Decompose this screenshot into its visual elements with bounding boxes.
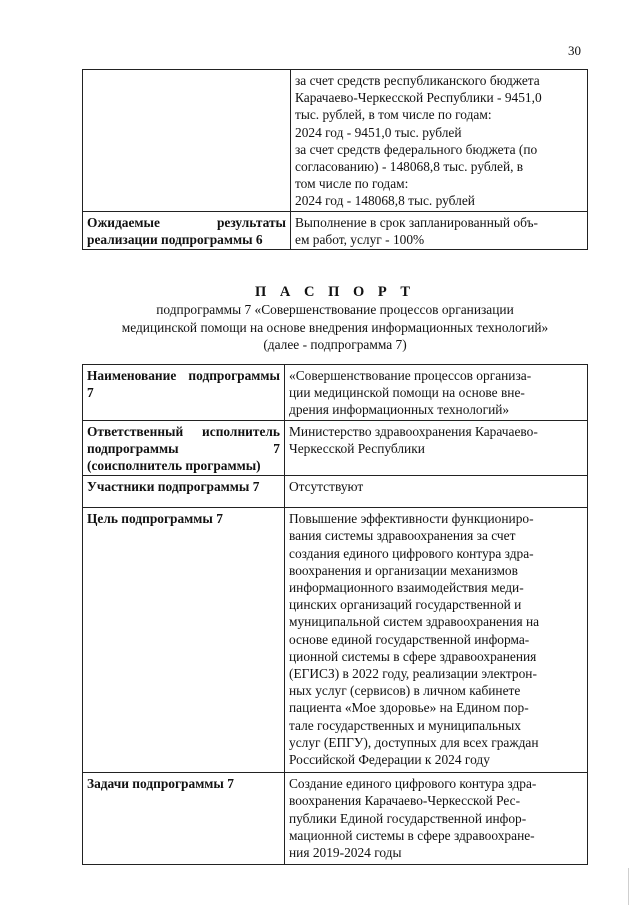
text-line: муниципальной систем здравоохранения на [289, 614, 540, 630]
text-line: ции медицинской помощи на основе вне- [289, 385, 525, 401]
passport-heading [80, 283, 590, 354]
participants-value [285, 476, 588, 508]
participants-label: Участники подпрограммы 7 [83, 476, 285, 508]
text-line: Министерство здравоохранения Карачаево- [289, 423, 538, 439]
text-line: 2024 год - 148068,8 тыс. рублей [295, 193, 475, 209]
table-row [83, 773, 588, 865]
text-line: «Совершенствование процессов организа- [289, 368, 532, 383]
text-line: основе единой государственной информа- [289, 631, 530, 647]
text-line: ных услуг (сервисов) в личном кабинете [289, 683, 521, 699]
tasks-label: Задачи подпрограммы 7 [83, 773, 285, 865]
goal-value [285, 508, 588, 773]
text-line: Отсутствуют [289, 479, 364, 495]
text-line: согласованию) - 148068,8 тыс. рублей, в [295, 159, 524, 175]
name-value [285, 365, 588, 421]
table-row [83, 420, 588, 476]
text-line: Повышение эффективности функциониро- [289, 511, 534, 527]
text-line: создания единого цифрового контура здра- [289, 545, 534, 561]
text-line: информационного взаимодействия меди- [289, 580, 524, 596]
funding-value [291, 70, 588, 212]
text-line: мационной системы в сфере здравоохране- [289, 827, 535, 843]
text-line: публики Единой государственной инфор- [289, 810, 527, 826]
text-line: том числе по годам: [295, 176, 409, 192]
text-line: Черкесской Республики [289, 440, 425, 456]
text-line: ем работ, услуг - 100% [295, 232, 425, 248]
text-line: цинских организаций государственной и [289, 597, 522, 613]
table-row [83, 212, 588, 250]
text-line: услуг (ЕПГУ), доступных для всех граждан [289, 734, 539, 750]
row-label [83, 70, 291, 212]
text-line: ния 2019-2024 годы [289, 845, 402, 861]
passport-subtitle-line: медицинской помощи на основе внедрения информационных технологий» [121, 319, 549, 335]
text-line: воохранения Карачаево-Черкесской Рес- [289, 793, 521, 809]
page-number: 30 [568, 43, 581, 58]
text-line: ционной системы в сфере здравоохранения [289, 648, 537, 664]
table-row [83, 508, 588, 773]
funding-continuation-table [82, 69, 588, 250]
name-label: Наименование подпрограммы 7 [83, 365, 285, 421]
text-line: тале государственных и муниципальных [289, 717, 521, 733]
passport-subtitle-line: (далее - подпрограмма 7) [263, 337, 407, 352]
table-row [83, 70, 588, 212]
text-line: Создание единого цифрового контура здра- [289, 776, 537, 792]
text-line: тыс. рублей, в том числе по годам: [295, 107, 492, 123]
scan-edge-mark [628, 868, 629, 905]
text-line: Выполнение в срок запланированный объ- [295, 215, 538, 230]
expected-results-value [291, 212, 588, 250]
text-line: за счет средств федерального бюджета (по [295, 141, 538, 157]
text-line: за счет средств республиканского бюджета [295, 73, 540, 88]
passport-subtitle-line: подпрограммы 7 «Совершенствование процессов организации [156, 302, 514, 317]
responsible-executor-label: Ответственный исполнитель подпрограммы 7 (соисполнитель программы) [83, 420, 285, 476]
text-line: пациента «Мое здоровье» на Едином пор- [289, 700, 529, 716]
text-line: 2024 год - 9451,0 тыс. рублей [295, 124, 462, 140]
tasks-value [285, 773, 588, 865]
table-row [83, 365, 588, 421]
text-line: вания системы здравоохранения за счет [289, 528, 516, 544]
table-row [83, 476, 588, 508]
text-line: (ЕГИСЗ) в 2022 году, реализации электрон- [289, 666, 537, 682]
passport-table [82, 364, 588, 865]
text-line: Российской Федерации к 2024 году [289, 752, 490, 768]
responsible-executor-value [285, 420, 588, 476]
text-line: Карачаево-Черкесской Республики - 9451,0 [295, 90, 542, 106]
text-line: дрения информационных технологий» [289, 402, 510, 418]
text-line: воохранения и организации механизмов [289, 562, 518, 578]
goal-label: Цель подпрограммы 7 [83, 508, 285, 773]
expected-results-label: Ожидаемые результаты реализации подпрограммы 6 [83, 212, 291, 250]
passport-title: П А С П О Р Т [254, 284, 416, 300]
